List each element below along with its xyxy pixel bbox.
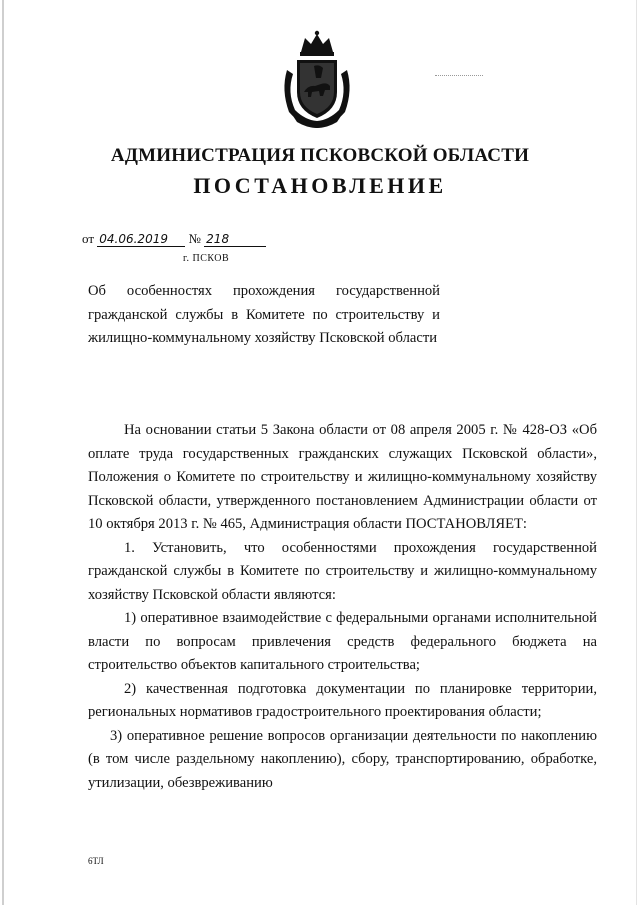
document-city: г. ПСКОВ — [183, 253, 230, 264]
document-date: 04.06.2019 — [97, 232, 185, 247]
document-number: 218 — [204, 232, 266, 247]
document-body — [88, 419, 597, 795]
scan-edge-right — [636, 0, 637, 905]
footer-code: 6ТЛ — [88, 856, 104, 866]
subitem-1-paragraph: 1) оперативное взаимодействие с федеральными органами исполнительной власти по вопросам привлечения средств федерального бюджета на строительство объектов капитального строительства; — [88, 610, 597, 673]
document-type-title: ПОСТАНОВЛЕНИЕ — [193, 173, 447, 198]
subitem-2-paragraph: 2) качественная подготовка документации по планировке территории, региональных нормативов градостроительного проектирования области; — [88, 680, 597, 720]
date-prefix: от — [82, 231, 95, 246]
subitem-3-paragraph: 3) оперативное решение вопросов организации деятельности по накоплению (в том числе раздельному накоплению), сбору, транспортированию, обработке, утилизации, обезвреживанию — [88, 727, 597, 791]
preamble-paragraph: На основании статьи 5 Закона области от 08 апреля 2005 г. № 428-ОЗ «Об оплате труда государственных гражданских служащих Псковской области», Положения о Комитете по строительству и жилищно-коммунальному хозяйству Псковской области, утвержденного постановлением Администрации области от 10 октября 2013 г. № 465, Администрация области ПОСТАНОВЛЯЕТ: — [88, 422, 597, 532]
scan-edge-left — [2, 0, 4, 905]
document-meta — [82, 231, 266, 247]
number-prefix: № — [188, 231, 201, 246]
organization-title: АДМИНИСТРАЦИЯ ПСКОВСКОЙ ОБЛАСТИ — [110, 145, 530, 166]
document-subject: Об особенностях прохождения государственной гражданской службы в Комитете по строительству и жилищно-коммунальному хозяйству Псковской области — [88, 283, 440, 346]
scan-mark — [435, 75, 483, 76]
pskov-coat-of-arms-icon — [275, 30, 359, 130]
item-1-paragraph: 1. Установить, что особенностями прохождения государственной гражданской службы в Комитете по строительству и жилищно-коммунальному хозяйству Псковской области являются: — [88, 539, 597, 603]
